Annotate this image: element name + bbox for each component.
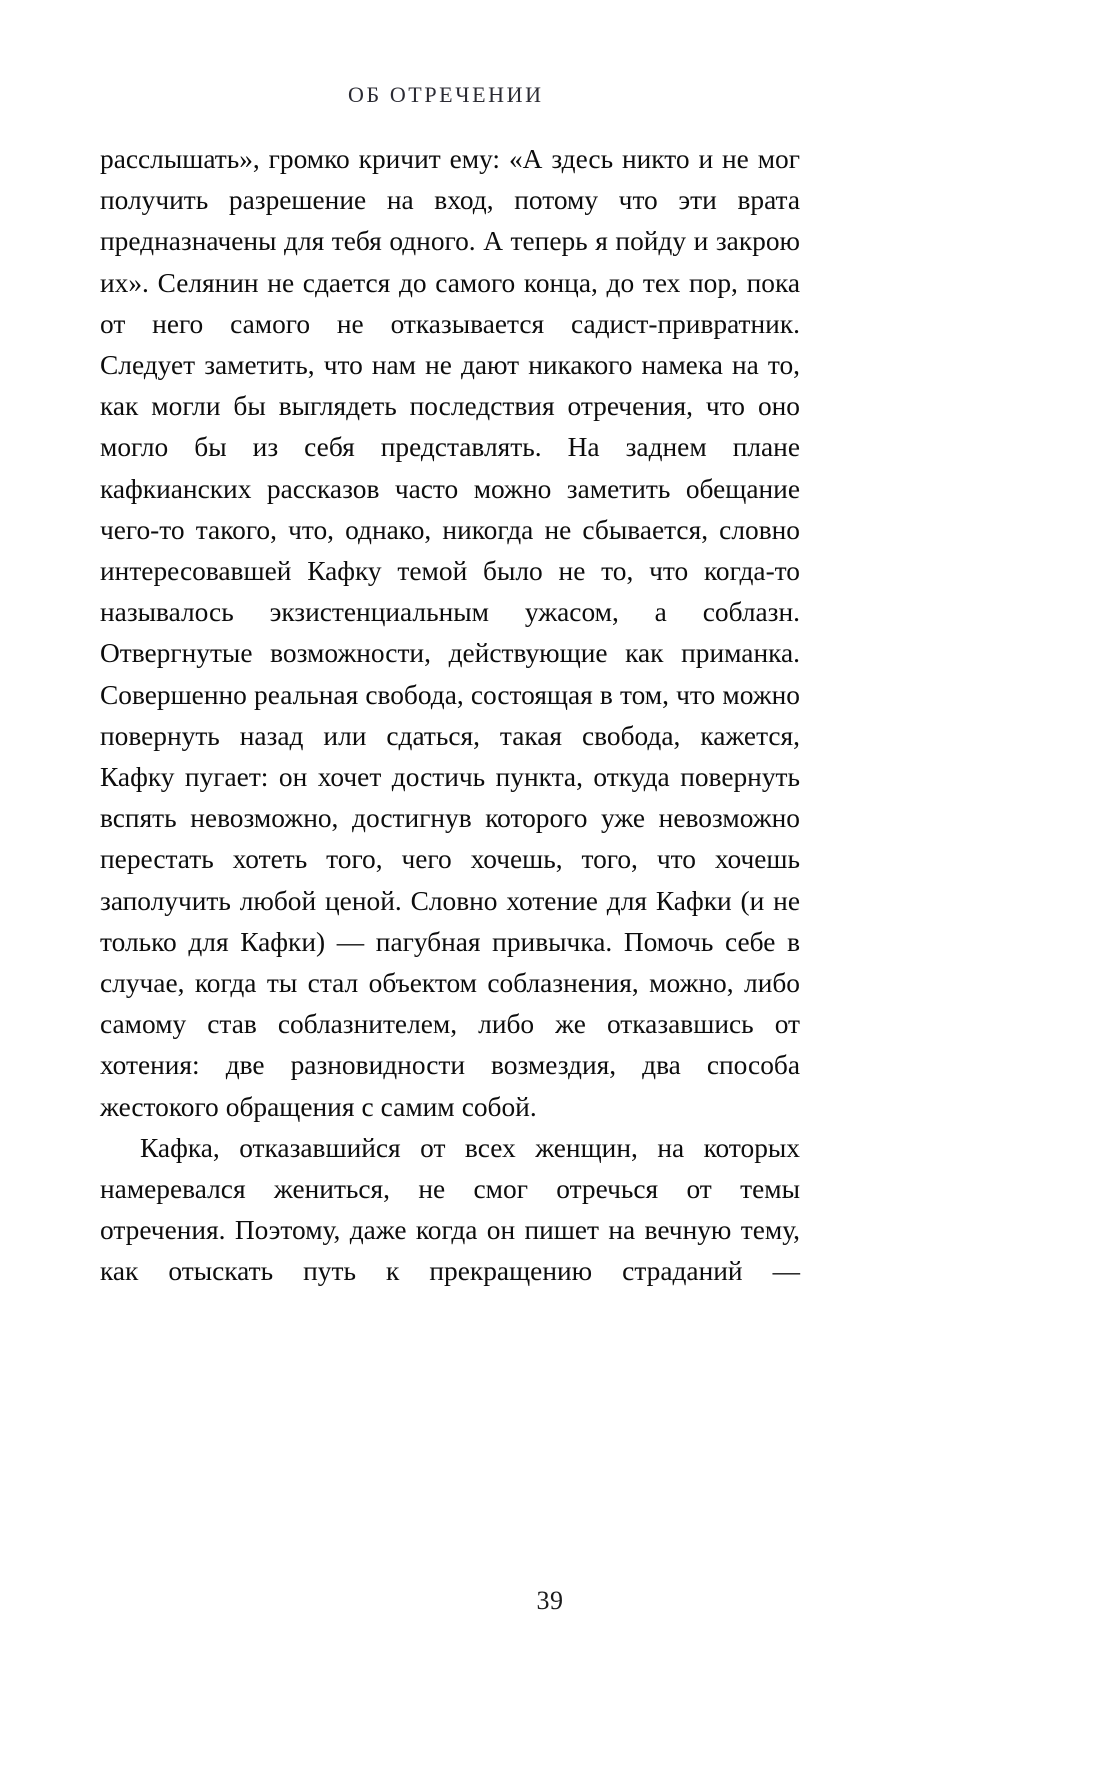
body-text-column [100,139,800,1334]
page-number: 39 [536,1586,564,1615]
running-header: ОБ ОТРЕЧЕНИИ [348,82,544,107]
paragraph-continued: расслышать», громко кричит ему: «А здесь никто и не мог получить разрешение на вход, потому что эти врата предназначены для тебя одного. А теперь я пойду и закрою их». Селянин не сдается до самого конца, до тех пор, пока от него самого не отказывается садист-привратник. Следует заметить, что нам не дают никакого намека на то, как могли бы выглядеть последствия отречения, что оно могло бы из себя представлять. На заднем плане кафкианских рассказов часто можно заметить обещание чего-то такого, что, однако, никогда не сбывается, словно интересовавшей Кафку темой было не то, что когда-то называлось экзистенциальным ужасом, а соблазн. Отвергнутые возможности, действующие как приманка. Совершенно реальная свобода, состоящая в том, что можно повернуть назад или сдаться, такая свобода, кажется, Кафку пугает: он хочет достичь пункта, откуда повернуть вспять невозможно, достигнув которого уже невозможно перестать хотеть того, чего хочешь, того, что хочешь заполучить любой ценой. Словно хотение для Кафки (и не только для Кафки) — пагубная привычка. Помочь себе в случае, когда ты стал объектом соблазнения, можно, либо самому став соблазнителем, либо же отказавшись от хотения: две разновидности возмездия, два способа жестокого обращения с самим собой. [100,144,800,1122]
paragraph-kafka: Кафка, отказавшийся от всех женщин, на которых намеревался жениться, не смог отречься от темы отречения. Поэтому, даже когда он пишет на вечную тему, как отыскать путь к прекращению страданий — [100,1132,800,1287]
